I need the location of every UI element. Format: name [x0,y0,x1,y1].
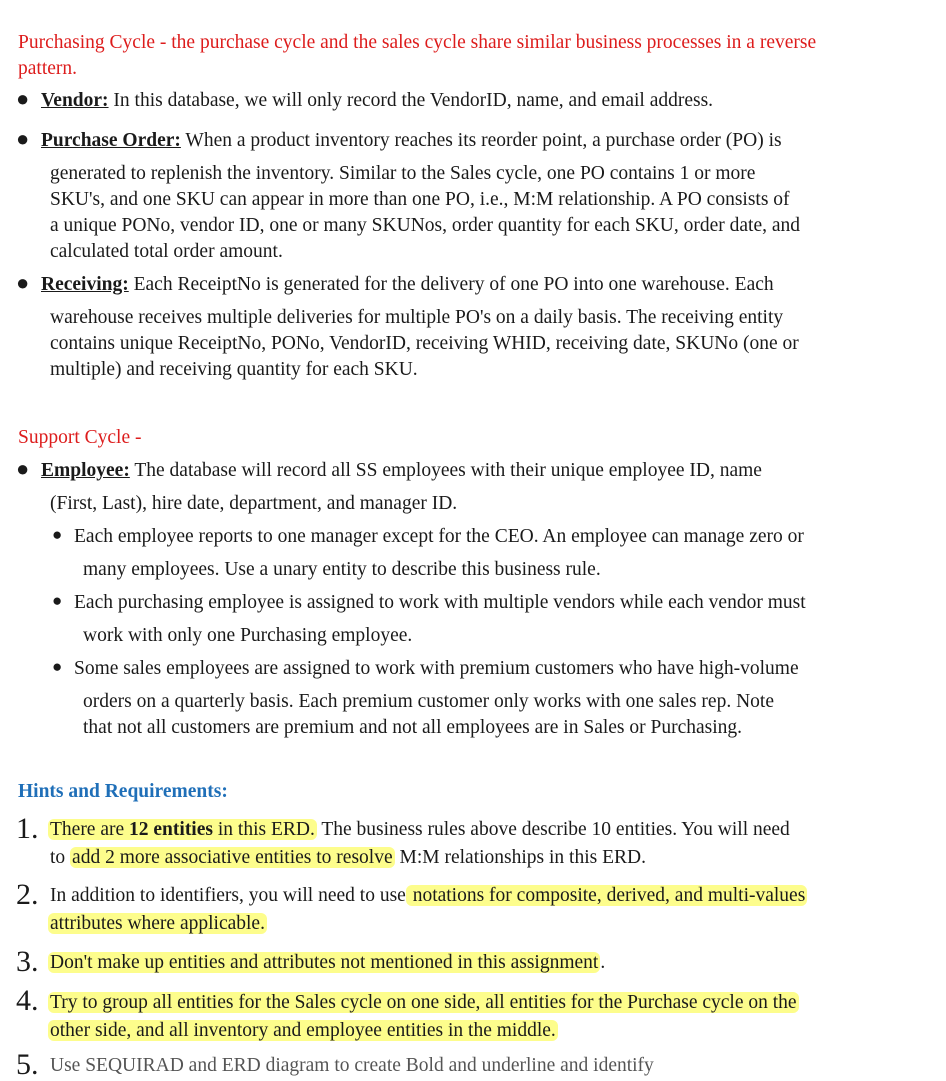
employee-term: Employee: [41,460,130,481]
hints-heading: Hints and Requirements: [18,781,228,802]
highlight: Try to group all entities for the Sales cycle on one side, all entities for the Purchase cycle on the [50,992,797,1013]
purchase-order-term: Purchase Order: [41,130,181,151]
highlight: There are 12 entities in this ERD. [50,819,315,840]
support-cycle-heading: Support Cycle - [18,427,142,448]
hint-1-line2: to add 2 more associative entities to resolve M:M relationships in this ERD. [50,847,646,868]
highlight: add 2 more associative entities to resolve [72,847,393,868]
bullet-icon: ● [16,126,30,151]
employee-paragraph-line1: Employee: The database will record all SS employees with their unique employee ID, name [41,460,762,481]
po-line2: generated to replenish the inventory. Similar to the Sales cycle, one PO contains 1 or more [50,163,756,184]
po-line3: SKU's, and one SKU can appear in more than one PO, i.e., M:M relationship. A PO consists of [50,189,790,210]
employee-sub2-line1: Each purchasing employee is assigned to work with multiple vendors while each vendor must [74,592,806,613]
hint-4-line1 [48,990,799,1016]
bullet-icon: ● [16,456,30,481]
employee-sub2-line2: work with only one Purchasing employee. [83,625,413,646]
employee-sub1-line1: Each employee reports to one manager except for the CEO. An employee can manage zero or [74,526,804,547]
sub-bullet-icon: ● [52,657,63,676]
list-number: 3. [16,945,39,978]
employee-sub3-line2: orders on a quarterly basis. Each premium customer only works with one sales rep. Note [83,691,774,712]
hint-3-line1: Don't make up entities and attributes not mentioned in this assignment . [50,952,606,973]
hint-4-line2 [48,1018,558,1044]
employee-sub1-line2: many employees. Use a unary entity to describe this business rule. [83,559,601,580]
sub-bullet-icon: ● [52,591,63,610]
po-line4: a unique PONo, vendor ID, one or many SKUNos, order quantity for each SKU, order date, and [50,215,801,236]
hint-2-line1: In addition to identifiers, you will need to use notations for composite, derived, and multi-values [50,885,806,906]
list-number: 5. [16,1048,39,1081]
po-line5: calculated total order amount. [50,241,283,262]
receiving-line4: multiple) and receiving quantity for each SKU. [50,359,418,380]
hint-5-line1-cutoff: Use SEQUIRAD and ERD diagram to create Bold and underline and identify [50,1055,654,1076]
purchasing-cycle-heading-cont: pattern. [18,58,78,79]
highlight: Don't make up entities and attributes not mentioned in this assignment [50,952,599,973]
employee-sub3-line3: that not all customers are premium and not all employees are in Sales or Purchasing. [83,717,743,738]
highlight: attributes where applicable. [50,913,265,934]
sub-bullet-icon: ● [52,525,63,544]
receiving-line3: contains unique ReceiptNo, PONo, VendorID, receiving WHID, receiving date, SKUNo (one or [50,333,799,354]
hint-2-line2 [48,911,267,937]
employee-line2: (First, Last), hire date, department, and manager ID. [50,493,458,514]
purchasing-cycle-heading: Purchasing Cycle - the purchase cycle and the sales cycle share similar business processes in a reverse [18,32,817,53]
receiving-term: Receiving: [41,274,129,295]
highlight: notations for composite, derived, and multi-values [407,885,806,906]
bullet-icon: ● [16,270,30,295]
list-number: 2. [16,878,39,911]
po-paragraph-line1: Purchase Order: When a product inventory reaches its reorder point, a purchase order (PO) is [41,130,782,151]
list-number: 1. [16,812,39,845]
employee-sub3-line1: Some sales employees are assigned to work with premium customers who have high-volume [74,658,799,679]
bullet-icon: ● [16,86,30,111]
highlight: other side, and all inventory and employee entities in the middle. [50,1020,556,1041]
list-number: 4. [16,984,39,1017]
receiving-paragraph-line1: Receiving: Each ReceiptNo is generated for the delivery of one PO into one warehouse. Each [41,274,774,295]
vendor-term: Vendor: [41,90,109,111]
receiving-line2: warehouse receives multiple deliveries for multiple PO's on a daily basis. The receiving entity [50,307,784,328]
vendor-paragraph: Vendor: In this database, we will only record the VendorID, name, and email address. [41,90,714,111]
hint-1-line1: There are 12 entities in this ERD. The business rules above describe 10 entities. You will need [50,819,790,840]
